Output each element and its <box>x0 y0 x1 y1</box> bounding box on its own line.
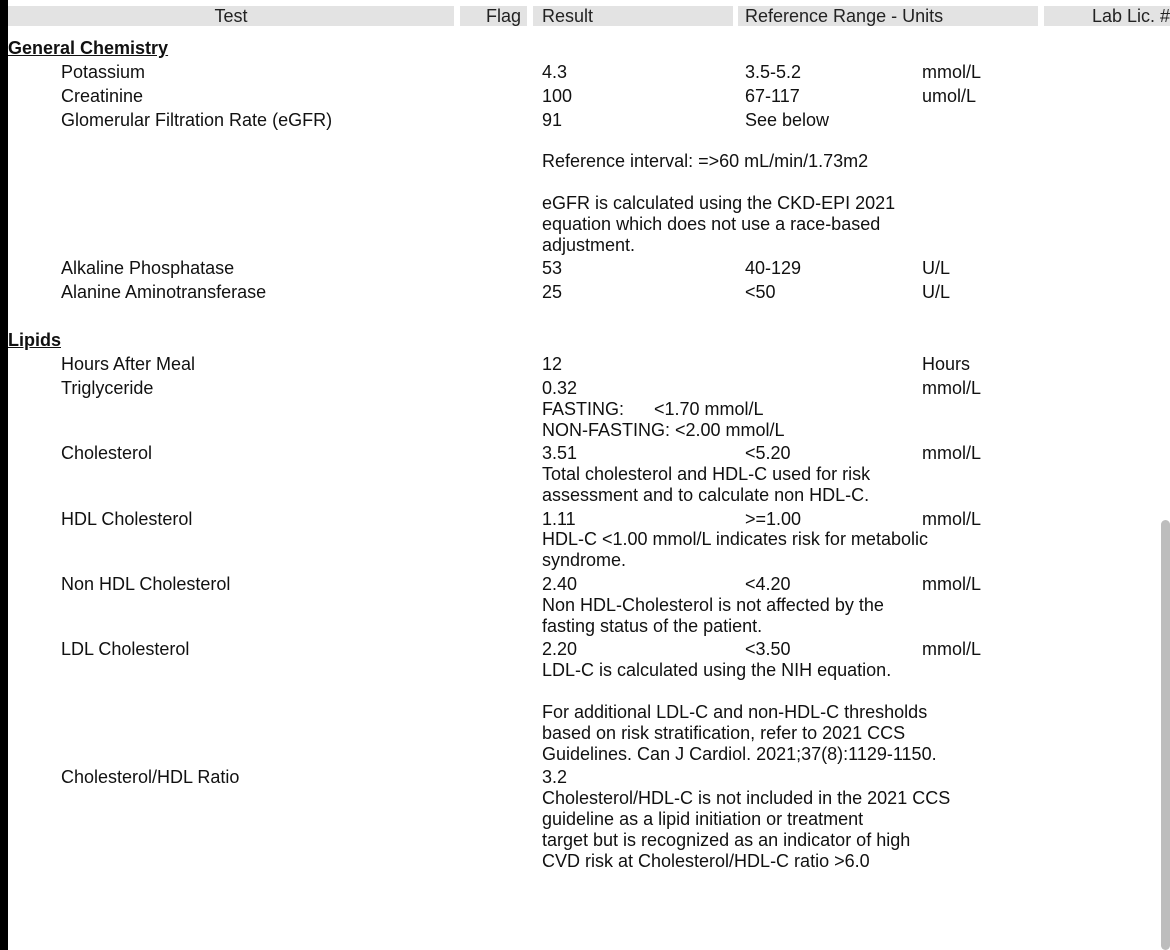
non-hdl-note-line2: fasting status of the patient. <box>542 616 763 636</box>
units-cholesterol: mmol/L <box>922 443 982 463</box>
result-hours-after-meal: 12 <box>542 354 563 374</box>
triglyceride-fasting-value: <1.70 mmol/L <box>654 399 764 419</box>
ratio-note-line3: target but is recognized as an indicator of high <box>542 830 911 850</box>
result-cholesterol-hdl-ratio: 3.2 <box>542 767 568 787</box>
units-alkaline-phosphatase: U/L <box>922 258 951 278</box>
result-cholesterol: 3.51 <box>542 443 578 463</box>
cholesterol-note-line2: assessment and to calculate non HDL-C. <box>542 485 870 505</box>
result-non-hdl-cholesterol: 2.40 <box>542 574 578 594</box>
units-hdl-cholesterol: mmol/L <box>922 509 982 529</box>
test-name-alt: Alanine Aminotransferase <box>61 282 267 302</box>
test-name-egfr: Glomerular Filtration Rate (eGFR) <box>61 110 333 130</box>
header-test: Test <box>8 6 454 26</box>
test-name-cholesterol: Cholesterol <box>61 443 153 463</box>
result-potassium: 4.3 <box>542 62 568 82</box>
result-alt: 25 <box>542 282 563 302</box>
egfr-reference-note: Reference interval: =>60 mL/min/1.73m2 <box>542 151 869 171</box>
range-ldl-cholesterol: <3.50 <box>745 639 791 659</box>
section-general-chemistry: General Chemistry <box>8 38 169 58</box>
range-potassium: 3.5-5.2 <box>745 62 802 82</box>
test-name-ldl-cholesterol: LDL Cholesterol <box>61 639 190 659</box>
ldl-threshold-note-line3: Guidelines. Can J Cardiol. 2021;37(8):1129-1150. <box>542 744 937 764</box>
triglyceride-fasting-label: FASTING: <box>542 399 625 419</box>
ldl-note-line1: LDL-C is calculated using the NIH equation. <box>542 660 892 680</box>
ratio-note-line2: guideline as a lipid initiation or treatment <box>542 809 864 829</box>
egfr-calc-note-line3: adjustment. <box>542 235 636 255</box>
test-name-creatinine: Creatinine <box>61 86 144 106</box>
units-ldl-cholesterol: mmol/L <box>922 639 982 659</box>
units-potassium: mmol/L <box>922 62 982 82</box>
units-hours-after-meal: Hours <box>922 354 971 374</box>
range-hdl-cholesterol: >=1.00 <box>745 509 802 529</box>
result-egfr: 91 <box>542 110 563 130</box>
section-lipids: Lipids <box>8 330 61 350</box>
test-name-potassium: Potassium <box>61 62 146 82</box>
range-non-hdl-cholesterol: <4.20 <box>745 574 791 594</box>
vertical-scrollbar[interactable] <box>1161 520 1170 950</box>
units-non-hdl-cholesterol: mmol/L <box>922 574 982 594</box>
result-alkaline-phosphatase: 53 <box>542 258 563 278</box>
units-alt: U/L <box>922 282 951 302</box>
test-name-triglyceride: Triglyceride <box>61 378 154 398</box>
range-creatinine: 67-117 <box>745 86 800 106</box>
units-triglyceride: mmol/L <box>922 378 982 398</box>
test-name-hdl-cholesterol: HDL Cholesterol <box>61 509 193 529</box>
lab-report-page <box>8 0 1170 950</box>
test-name-cholesterol-hdl-ratio: Cholesterol/HDL Ratio <box>61 767 240 787</box>
header-lab-lic: Lab Lic. # <box>1044 6 1170 26</box>
cholesterol-note-line1: Total cholesterol and HDL-C used for risk <box>542 464 871 484</box>
test-name-non-hdl-cholesterol: Non HDL Cholesterol <box>61 574 231 594</box>
hdl-note-line1: HDL-C <1.00 mmol/L indicates risk for metabolic <box>542 529 928 549</box>
range-cholesterol: <5.20 <box>745 443 791 463</box>
triglyceride-nonfasting-note: NON-FASTING: <2.00 mmol/L <box>542 420 785 440</box>
header-result: Result <box>533 6 733 26</box>
test-name-hours-after-meal: Hours After Meal <box>61 354 196 374</box>
ldl-threshold-note-line1: For additional LDL-C and non-HDL-C thresholds <box>542 702 928 722</box>
result-hdl-cholesterol: 1.11 <box>542 509 576 529</box>
ratio-note-line1: Cholesterol/HDL-C is not included in the 2021 CCS <box>542 788 951 808</box>
egfr-calc-note-line1: eGFR is calculated using the CKD-EPI 2021 <box>542 193 896 213</box>
non-hdl-note-line1: Non HDL-Cholesterol is not affected by the <box>542 595 884 615</box>
header-flag: Flag <box>460 6 527 26</box>
result-creatinine: 100 <box>542 86 573 106</box>
result-ldl-cholesterol: 2.20 <box>542 639 578 659</box>
range-egfr: See below <box>745 110 830 130</box>
hdl-note-line2: syndrome. <box>542 550 627 570</box>
range-alkaline-phosphatase: 40-129 <box>745 258 802 278</box>
ratio-note-line4: CVD risk at Cholesterol/HDL-C ratio >6.0 <box>542 851 870 871</box>
test-name-alkaline-phosphatase: Alkaline Phosphatase <box>61 258 235 278</box>
result-triglyceride: 0.32 <box>542 378 578 398</box>
range-alt: <50 <box>745 282 776 302</box>
ldl-threshold-note-line2: based on risk stratification, refer to 2021 CCS <box>542 723 906 743</box>
egfr-calc-note-line2: equation which does not use a race-based <box>542 214 881 234</box>
units-creatinine: umol/L <box>922 86 977 106</box>
header-reference-range: Reference Range - Units <box>738 6 1038 26</box>
